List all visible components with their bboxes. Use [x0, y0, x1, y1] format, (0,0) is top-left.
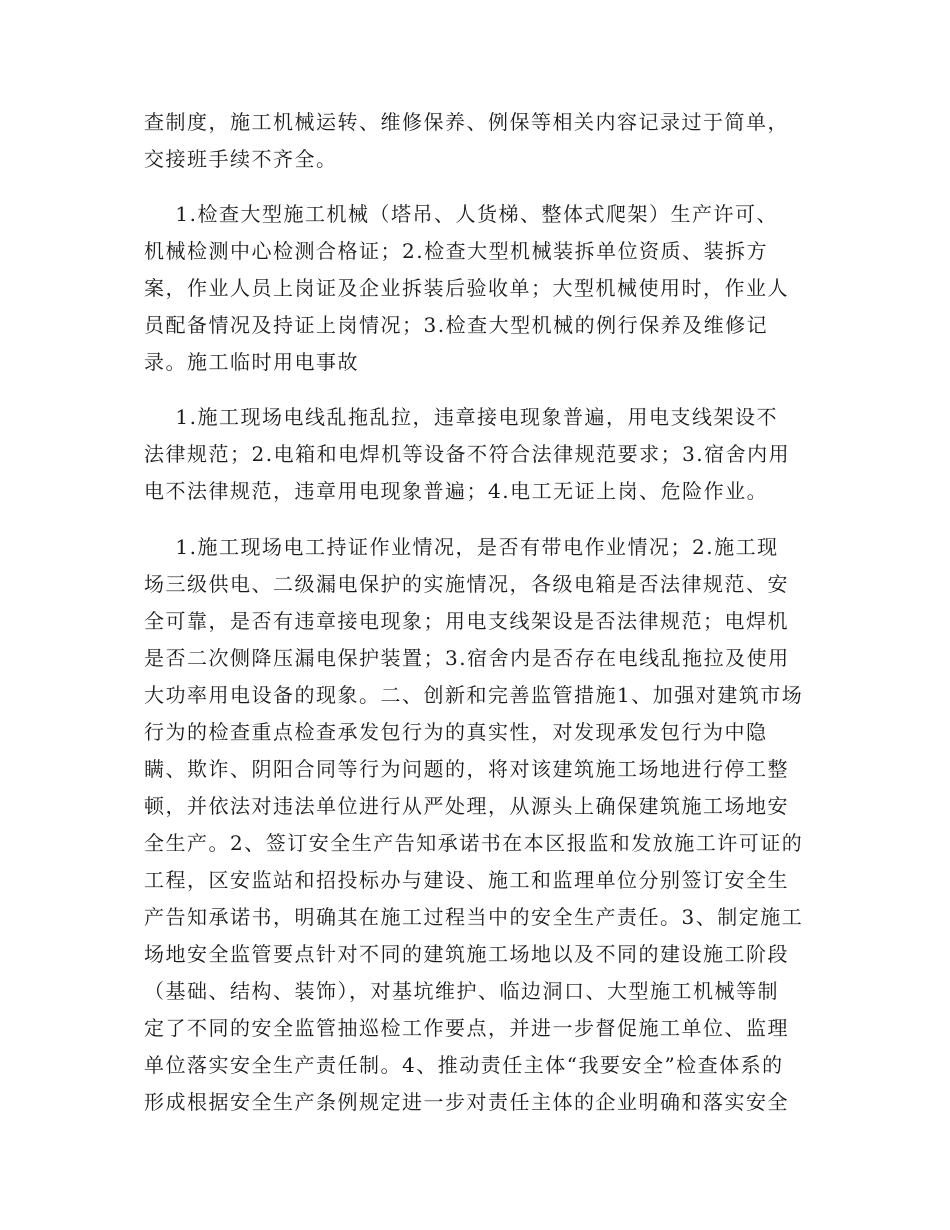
- text-line: 是否二次侧降压漏电保护装置；3.宿舍内是否存在电线乱拖拉及使用: [144, 646, 790, 670]
- text-line: 场地安全监管要点针对不同的建筑施工场地以及不同的建设施工阶段: [144, 942, 789, 966]
- text-line: 单位落实安全生产责任制。4、推动责任主体“我要安全”检查体系的: [144, 1053, 784, 1077]
- text-line: 大功率用电设备的现象。二、创新和完善监管措施1、加强对建筑市场: [144, 683, 804, 707]
- text-line: 全生产。2、签订安全生产告知承诺书在本区报监和发放施工许可证的: [144, 831, 804, 855]
- text-line: 1.检查大型施工机械（塔吊、人货梯、整体式爬架）生产许可、: [144, 202, 779, 226]
- text-line: 全可靠，是否有违章接电现象；用电支线架设是否法律规范；电焊机: [144, 609, 789, 633]
- text-line: （基础、结构、装饰），对基坑维护、临边洞口、大型施工机械等制: [144, 979, 779, 1003]
- text-line: 瞒、欺诈、阴阳合同等行为问题的，将对该建筑施工场地进行停工整: [144, 757, 789, 781]
- text-line: 场三级供电、二级漏电保护的实施情况，各级电箱是否法律规范、安: [144, 572, 789, 596]
- text-line: 员配备情况及持证上岗情况；3.检查大型机械的例行保养及维修记: [144, 313, 769, 337]
- text-line: 1.施工现场电线乱拖乱拉，违章接电现象普遍，用电支线架设不: [144, 405, 779, 429]
- paragraph-3: [144, 399, 810, 510]
- paragraph-4: [144, 529, 810, 1121]
- paragraph-1: [144, 104, 810, 178]
- text-line: 机械检测中心检测合格证；2.检查大型机械装拆单位资质、装拆方: [144, 239, 769, 263]
- text-line: 法律规范；2.电箱和电焊机等设备不符合法律规范要求；3.宿舍内用: [144, 442, 791, 466]
- paragraph-2: [144, 196, 810, 381]
- text-line: 录。施工临时用电事故: [144, 350, 359, 374]
- text-line: 交接班手续不齐全。: [144, 147, 338, 171]
- text-line: 定了不同的安全监管抽巡检工作要点，并进一步督促施工单位、监理: [144, 1016, 789, 1040]
- text-line: 电不法律规范，违章用电现象普遍；4.电工无证上岗、危险作业。: [144, 479, 769, 503]
- text-line: 顿，并依法对违法单位进行从严处理，从源头上确保建筑施工场地安: [144, 794, 789, 818]
- text-line: 案，作业人员上岗证及企业拆装后验收单；大型机械使用时，作业人: [144, 276, 789, 300]
- text-line: 产告知承诺书，明确其在施工过程当中的安全生产责任。3、制定施工: [144, 905, 804, 929]
- text-line: 行为的检查重点检查承发包行为的真实性，对发现承发包行为中隐: [144, 720, 768, 744]
- text-line: 形成根据安全生产条例规定进一步对责任主体的企业明确和落实安全: [144, 1090, 789, 1114]
- text-line: 查制度，施工机械运转、维修保养、例保等相关内容记录过于简单，: [144, 110, 789, 134]
- text-line: 工程，区安监站和招投标办与建设、施工和监理单位分别签订安全生: [144, 868, 789, 892]
- text-line: 1.施工现场电工持证作业情况，是否有带电作业情况；2.施工现: [144, 535, 779, 559]
